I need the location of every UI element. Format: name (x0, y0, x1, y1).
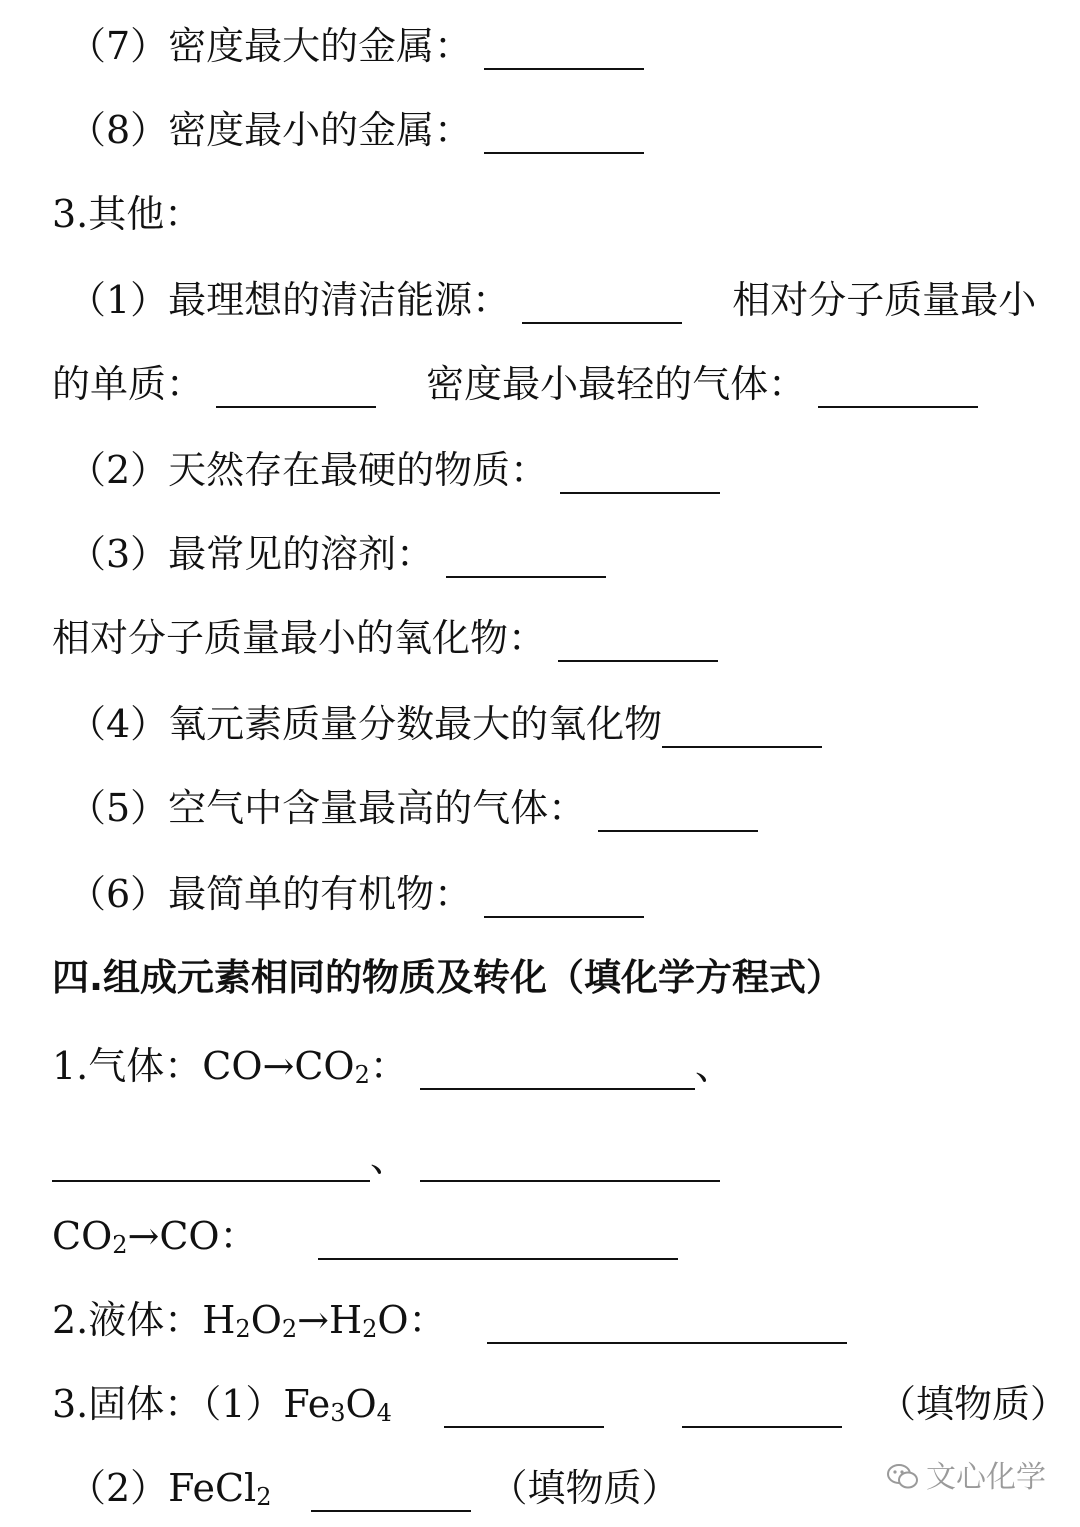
item-3-4: （4）氧元素质量分数最大的氧化物 (68, 700, 822, 748)
equation-blank[interactable] (52, 1144, 370, 1182)
answer-blank[interactable] (522, 286, 682, 324)
item-3-1: （1）最理想的清洁能源： 相对分子质量最小 (68, 278, 1037, 322)
item-8: （8）密度最小的金属： (68, 106, 644, 154)
gas-co2-to-co: $CO_2\to CO$： (52, 1212, 678, 1260)
answer-blank[interactable] (598, 794, 758, 832)
watermark-text: 文心化学 (926, 1460, 1046, 1495)
solid-fecl2: （2）FeCl$_2$ （填物质） (68, 1466, 680, 1511)
item-3-5: （5）空气中含量最高的气体： (68, 784, 758, 832)
substance-blank[interactable] (682, 1390, 842, 1428)
item-3-3-cont: 相对分子质量最小的氧化物： (52, 614, 718, 662)
item-3-1-cont: 的单质： 密度最小最轻的气体： (52, 360, 978, 408)
item-7: （7）密度最大的金属： (68, 22, 644, 70)
equation-blank[interactable] (420, 1144, 720, 1182)
answer-blank[interactable] (216, 370, 376, 408)
equation-blank[interactable] (420, 1052, 695, 1090)
answer-blank[interactable] (558, 624, 718, 662)
answer-blank[interactable] (446, 540, 606, 578)
section-4-title: 四.组成元素相同的物质及转化（填化学方程式） (52, 956, 844, 999)
answer-blank[interactable] (484, 880, 644, 918)
substance-blank[interactable] (311, 1474, 471, 1512)
gas-co-to-co2-cont: 、 (52, 1134, 720, 1182)
answer-blank[interactable] (484, 32, 644, 70)
answer-blank[interactable] (818, 370, 978, 408)
answer-blank[interactable] (560, 456, 720, 494)
item-3-2: （2）天然存在最硬的物质： (68, 446, 720, 494)
section-3-title: 3.其他： (52, 192, 203, 236)
equation-blank[interactable] (487, 1306, 847, 1344)
item-3-6: （6）最简单的有机物： (68, 870, 644, 918)
watermark (886, 1452, 1046, 1499)
answer-blank[interactable] (662, 710, 822, 748)
item-3-3: （3）最常见的溶剂： (68, 530, 606, 578)
substance-blank[interactable] (444, 1390, 604, 1428)
wechat-icon (886, 1463, 920, 1499)
liquid-h2o2-to-h2o: 2.液体：$H_2O_2\to H_2O$： (52, 1296, 847, 1344)
solid-fe3o4: 3.固体：$(1)Fe_3O_4$ （填物质） (52, 1382, 1068, 1427)
equation-blank[interactable] (318, 1222, 678, 1260)
answer-blank[interactable] (484, 116, 644, 154)
gas-co-to-co2: 1.气体：$CO\to CO_2$： 、 (52, 1044, 733, 1089)
